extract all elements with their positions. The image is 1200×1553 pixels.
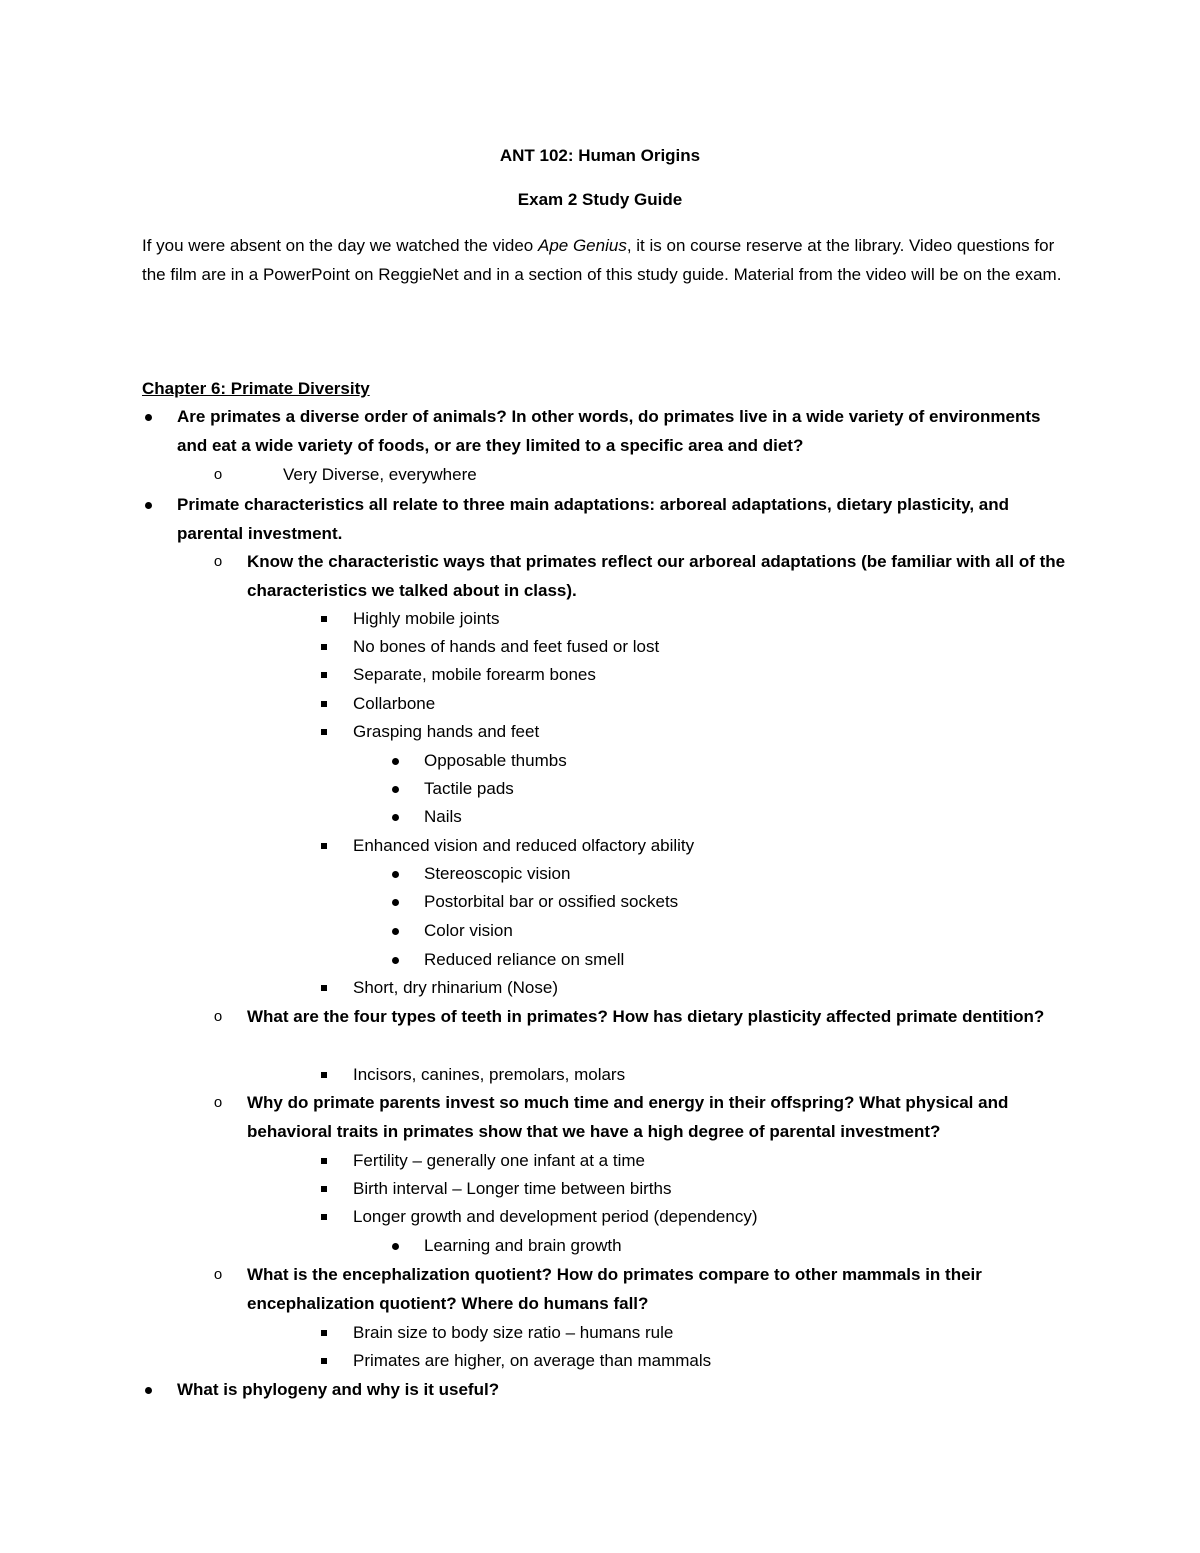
list-item-text: Reduced reliance on smell (424, 950, 625, 969)
list-item-text: Primates are higher, on average than mammals (353, 1351, 712, 1370)
list-item-text: Learning and brain growth (424, 1236, 622, 1255)
list-item-text: Opposable thumbs (424, 751, 567, 770)
list-item-text: No bones of hands and feet fused or lost (353, 637, 660, 656)
subquestion-text: What are the four types of teeth in primates? How has dietary plasticity affected primate dentition? (247, 1007, 1045, 1026)
list-item-text: Collarbone (353, 694, 436, 713)
outline-subquestion-encephalization (247, 1261, 1067, 1318)
chapter-heading: Chapter 6: Primate Diversity (142, 379, 370, 398)
bullet-square-icon (317, 1147, 331, 1176)
outline-question-adaptations (177, 491, 1057, 548)
bullet-square-icon (317, 605, 331, 634)
intro-text-end: , it is on course reserve at the library. Video questions for the film are in a PowerPoint on ReggieNet and in a section of this study guide. Material from the video will be on the exam. (142, 236, 1062, 284)
list-item-text: Stereoscopic vision (424, 864, 571, 883)
video-title: Ape Genius (537, 236, 627, 255)
list-item (424, 888, 1064, 917)
list-item (424, 1232, 1064, 1261)
bullet-circle-icon (211, 1003, 225, 1032)
outline-question-diversity (177, 403, 1057, 460)
list-item-text: Highly mobile joints (353, 609, 500, 628)
outline-subquestion-arboreal (247, 548, 1067, 605)
bullet-square-icon (317, 1347, 331, 1376)
bullet-square-icon (317, 1061, 331, 1090)
list-item (424, 860, 1064, 889)
bullet-disc-icon (141, 1376, 155, 1405)
list-item-text: Birth interval – Longer time between births (353, 1179, 672, 1198)
bullet-square-icon (317, 1203, 331, 1232)
list-item-text: Postorbital bar or ossified sockets (424, 892, 679, 911)
bullet-disc-icon (141, 403, 155, 432)
list-item-text: Enhanced vision and reduced olfactory ability (353, 836, 695, 855)
answer-text: Very Diverse, everywhere (283, 465, 477, 484)
list-item (353, 661, 1073, 690)
bullet-circle-icon (211, 1261, 225, 1290)
bullet-disc-icon (388, 917, 402, 946)
course-title: ANT 102: Human Origins (499, 146, 701, 165)
list-item-text: Color vision (424, 921, 513, 940)
subquestion-text: Why do primate parents invest so much time and energy in their offspring? What physical and behavioral traits in primates show that we have a high degree of parental investment? (247, 1093, 1009, 1141)
list-item (353, 974, 1073, 1003)
list-item (424, 946, 1064, 975)
list-item (424, 775, 1064, 804)
bullet-disc-icon (388, 888, 402, 917)
list-item (353, 1061, 1073, 1090)
bullet-disc-icon (388, 747, 402, 776)
list-item (353, 1175, 1073, 1204)
intro-text-start: If you were absent on the day we watched the video (142, 236, 538, 255)
list-item (353, 690, 1073, 719)
bullet-disc-icon (388, 946, 402, 975)
bullet-disc-icon (388, 860, 402, 889)
bullet-square-icon (317, 974, 331, 1003)
list-item-text: Fertility – generally one infant at a time (353, 1151, 645, 1170)
bullet-square-icon (317, 1319, 331, 1348)
subquestion-text: What is the encephalization quotient? How do primates compare to other mammals in their encephalization quotient? Where do humans fall? (247, 1265, 982, 1313)
intro-paragraph (142, 232, 1062, 289)
outline-subquestion-parental (247, 1089, 1067, 1146)
bullet-circle-icon (211, 1089, 225, 1118)
bullet-square-icon (317, 633, 331, 662)
list-item-text: Separate, mobile forearm bones (353, 665, 596, 684)
bullet-circle-icon (211, 461, 225, 490)
list-item (424, 917, 1064, 946)
bullet-disc-icon (388, 803, 402, 832)
guide-title: Exam 2 Study Guide (517, 190, 683, 209)
list-item (353, 718, 1073, 747)
list-item (424, 803, 1064, 832)
list-item (353, 1203, 1073, 1232)
outline-question-phylogeny (177, 1376, 1057, 1405)
list-item-text: Incisors, canines, premolars, molars (353, 1065, 626, 1084)
bullet-square-icon (317, 832, 331, 861)
list-item (353, 633, 1073, 662)
list-item (353, 1319, 1073, 1348)
list-item-text: Longer growth and development period (dependency) (353, 1207, 758, 1226)
question-text: Are primates a diverse order of animals? In other words, do primates live in a wide variety of environments and eat a wide variety of foods, or are they limited to a specific area and diet? (177, 407, 1041, 455)
question-text: Primate characteristics all relate to three main adaptations: arboreal adaptations, dietary plasticity, and parental investment. (177, 495, 1010, 543)
list-item (353, 1147, 1073, 1176)
bullet-disc-icon (388, 775, 402, 804)
bullet-disc-icon (388, 1232, 402, 1261)
outline-answer-diversity (283, 461, 1063, 490)
list-item (424, 747, 1064, 776)
list-item (353, 605, 1073, 634)
list-item-text: Short, dry rhinarium (Nose) (353, 978, 559, 997)
bullet-square-icon (317, 661, 331, 690)
outline-subquestion-teeth (247, 1003, 1067, 1032)
question-text: What is phylogeny and why is it useful? (177, 1380, 500, 1399)
list-item-text: Tactile pads (424, 779, 514, 798)
list-item (353, 832, 1073, 861)
list-item-text: Brain size to body size ratio – humans rule (353, 1323, 674, 1342)
list-item-text: Grasping hands and feet (353, 722, 540, 741)
bullet-disc-icon (141, 491, 155, 520)
list-item (353, 1347, 1073, 1376)
subquestion-text: Know the characteristic ways that primates reflect our arboreal adaptations (be familiar with all of the characteristics we talked about in class). (247, 552, 1066, 600)
bullet-square-icon (317, 690, 331, 719)
bullet-square-icon (317, 1175, 331, 1204)
bullet-circle-icon (211, 548, 225, 577)
bullet-square-icon (317, 718, 331, 747)
list-item-text: Nails (424, 807, 462, 826)
